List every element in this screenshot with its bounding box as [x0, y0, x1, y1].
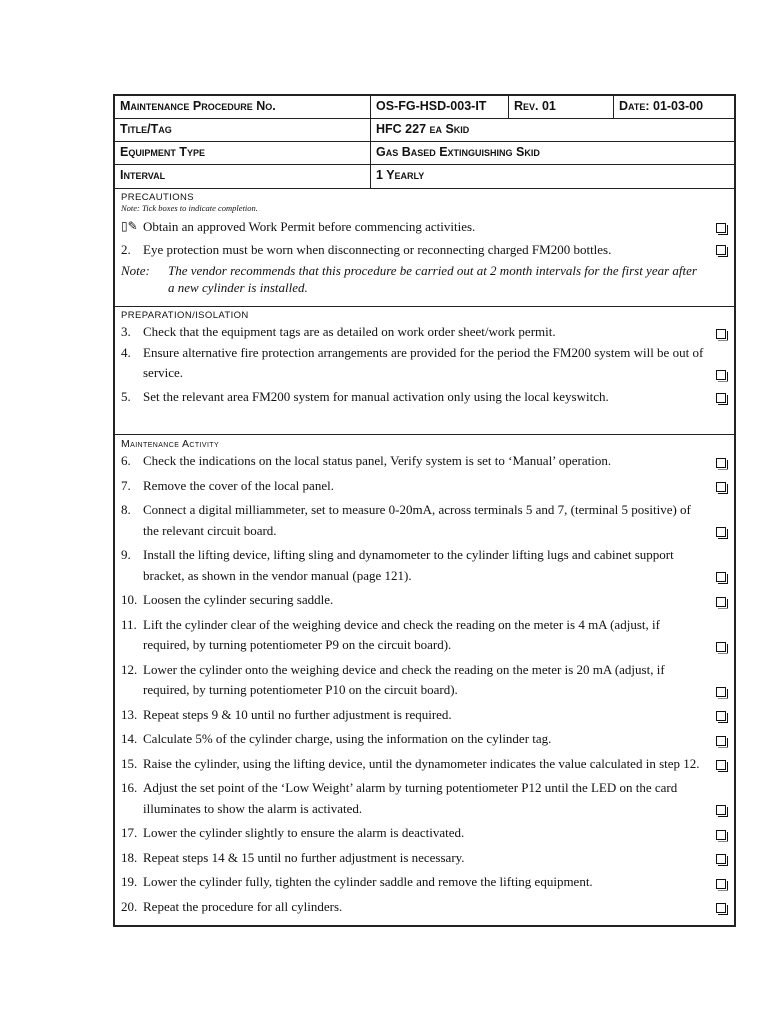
preparation-section	[115, 307, 734, 435]
revision: Rev. 01	[509, 96, 614, 118]
maintenance-item	[121, 872, 728, 893]
item-text: Obtain an approved Work Permit before commencing activities.	[143, 219, 476, 234]
preparation-item	[121, 343, 728, 384]
maintenance-item	[121, 451, 728, 472]
header-row-equipment	[115, 142, 734, 165]
maintenance-item	[121, 778, 728, 819]
checkbox[interactable]	[716, 760, 726, 770]
maintenance-item	[121, 705, 728, 726]
checkbox[interactable]	[716, 879, 726, 889]
item-number: 15.	[121, 755, 138, 771]
checkbox[interactable]	[716, 830, 726, 840]
header-table	[115, 96, 734, 189]
checkbox[interactable]	[716, 329, 726, 339]
maintenance-item	[121, 660, 728, 701]
maintenance-item	[121, 823, 728, 844]
item-number: 4.	[121, 344, 131, 360]
checkbox[interactable]	[716, 223, 726, 233]
section-note: Note: Tick boxes to indicate completion.	[121, 203, 258, 213]
item-number: 17.	[121, 825, 138, 840]
section-title: PRECAUTIONS	[121, 192, 195, 203]
section-title: Maintenance Activity	[121, 438, 220, 450]
note-text: The vendor recommends that this procedure be carried out at 2 month intervals for the first year after a new cylinder is installed.	[168, 263, 697, 295]
item-text: Adjust the set point of the ‘Low Weight’ alarm by turning potentiometer P12 until the LED on the card illuminates to show the alarm is activated.	[143, 780, 678, 816]
maintenance-section	[115, 435, 734, 925]
checkbox[interactable]	[716, 805, 726, 815]
maintenance-item	[121, 590, 728, 611]
preparation-item	[121, 322, 728, 343]
item-text: Set the relevant area FM200 system for manual activation only using the local keyswitch.	[143, 388, 609, 404]
precaution-item	[121, 216, 728, 237]
item-text: Calculate 5% of the cylinder charge, using the information on the cylinder tag.	[143, 731, 552, 746]
checkbox[interactable]	[716, 687, 726, 697]
item-text: Check the indications on the local status panel, Verify system is set to ‘Manual’ operation.	[143, 453, 612, 468]
header-row-procedure	[115, 96, 734, 119]
preparation-item	[121, 387, 728, 408]
item-number: 6.	[121, 453, 131, 468]
checkbox[interactable]	[716, 711, 726, 721]
procedure-number-value: OS-FG-HSD-003-IT	[371, 96, 509, 118]
section-title: PREPARATION/ISOLATION	[121, 310, 249, 321]
item-text: Repeat the procedure for all cylinders.	[143, 898, 343, 914]
checkbox[interactable]	[716, 458, 726, 468]
item-text: Install the lifting device, lifting sling and dynamometer to the cylinder lifting lugs and cabinet support bracket, as shown in the vendor manual (page 121).	[143, 547, 674, 583]
item-number: 10.	[121, 592, 138, 607]
item-text: Connect a digital milliammeter, set to measure 0-20mA, across terminals 5 and 7, (terminal 5 positive) of the relevant circuit board.	[143, 502, 691, 538]
interval-value: 1 Yearly	[376, 168, 425, 182]
item-number: 19.	[121, 874, 138, 889]
maintenance-item	[121, 754, 728, 775]
checkbox[interactable]	[716, 527, 726, 537]
checkbox[interactable]	[716, 370, 726, 380]
precautions-section	[115, 189, 734, 307]
maintenance-item	[121, 500, 728, 541]
item-number: 12.	[121, 661, 138, 677]
item-number: 13.	[121, 706, 138, 722]
item-number: 18.	[121, 849, 138, 865]
equipment-type-label: Equipment Type	[115, 142, 371, 164]
item-number: 8.	[121, 502, 131, 517]
equipment-type-value: Gas Based Extinguishing Skid	[376, 145, 540, 159]
title-tag-value: HFC 227 ea Skid	[376, 122, 470, 136]
item-number: 16.	[121, 780, 138, 795]
procedure-number-label: Maintenance Procedure No.	[115, 96, 371, 118]
item-text: Lower the cylinder slightly to ensure the alarm is deactivated.	[143, 825, 465, 840]
checkbox[interactable]	[716, 642, 726, 652]
date: Date: 01-03-00	[619, 99, 704, 113]
checkbox[interactable]	[716, 854, 726, 864]
item-number: 7.	[121, 477, 131, 493]
item-number: 2.	[121, 242, 131, 257]
item-text: Remove the cover of the local panel.	[143, 477, 334, 493]
interval-label: Interval	[115, 165, 371, 188]
item-text: Loosen the cylinder securing saddle.	[143, 592, 334, 607]
item-text: Repeat steps 14 & 15 until no further adjustment is necessary.	[143, 849, 465, 865]
item-text: Raise the cylinder, using the lifting device, until the dynamometer indicates the value calculated in step 12.	[143, 755, 700, 771]
checkbox[interactable]	[716, 393, 726, 403]
procedure-document	[113, 94, 736, 927]
item-number: 9.	[121, 547, 131, 562]
item-text: Lower the cylinder fully, tighten the cylinder saddle and remove the lifting equipment.	[143, 874, 593, 889]
item-text: Lift the cylinder clear of the weighing device and check the reading on the meter is 4 mA (adjust, if required, by turning potentiometer P9 on the circuit board).	[143, 616, 660, 652]
maintenance-item	[121, 897, 728, 918]
item-text: Ensure alternative fire protection arrangements are provided for the period the FM200 system will be out of service.	[143, 344, 704, 380]
title-tag-label: Title/Tag	[115, 119, 371, 141]
vendor-note	[121, 262, 728, 296]
header-row-interval	[115, 165, 734, 188]
item-number: 20.	[121, 898, 138, 914]
item-number: 5.	[121, 388, 131, 404]
maintenance-item	[121, 476, 728, 497]
maintenance-item	[121, 615, 728, 656]
item-text: Lower the cylinder onto the weighing device and check the reading on the meter is 20 mA (adjust, if required, by turning potentiometer P10 on the circuit board).	[143, 661, 665, 697]
checkbox[interactable]	[716, 572, 726, 582]
checkbox[interactable]	[716, 903, 726, 913]
checkbox[interactable]	[716, 245, 726, 255]
item-text: Eye protection must be worn when disconnecting or reconnecting charged FM200 bottles.	[143, 242, 612, 257]
precaution-item	[121, 237, 728, 262]
item-number: 3.	[121, 324, 131, 339]
maintenance-item	[121, 729, 728, 750]
header-row-title	[115, 119, 734, 142]
item-number: 11.	[121, 616, 137, 632]
maintenance-list	[121, 451, 728, 917]
note-label: Note:	[121, 263, 150, 278]
checkbox[interactable]	[716, 482, 726, 492]
item-text: Check that the equipment tags are as detailed on work order sheet/work permit.	[143, 324, 556, 339]
checkbox[interactable]	[716, 597, 726, 607]
pointing-hand-icon: ▯✎	[121, 219, 138, 233]
item-text: Repeat steps 9 & 10 until no further adjustment is required.	[143, 706, 452, 722]
item-number: 14.	[121, 731, 138, 746]
maintenance-item	[121, 848, 728, 869]
checkbox[interactable]	[716, 736, 726, 746]
maintenance-item	[121, 545, 728, 586]
